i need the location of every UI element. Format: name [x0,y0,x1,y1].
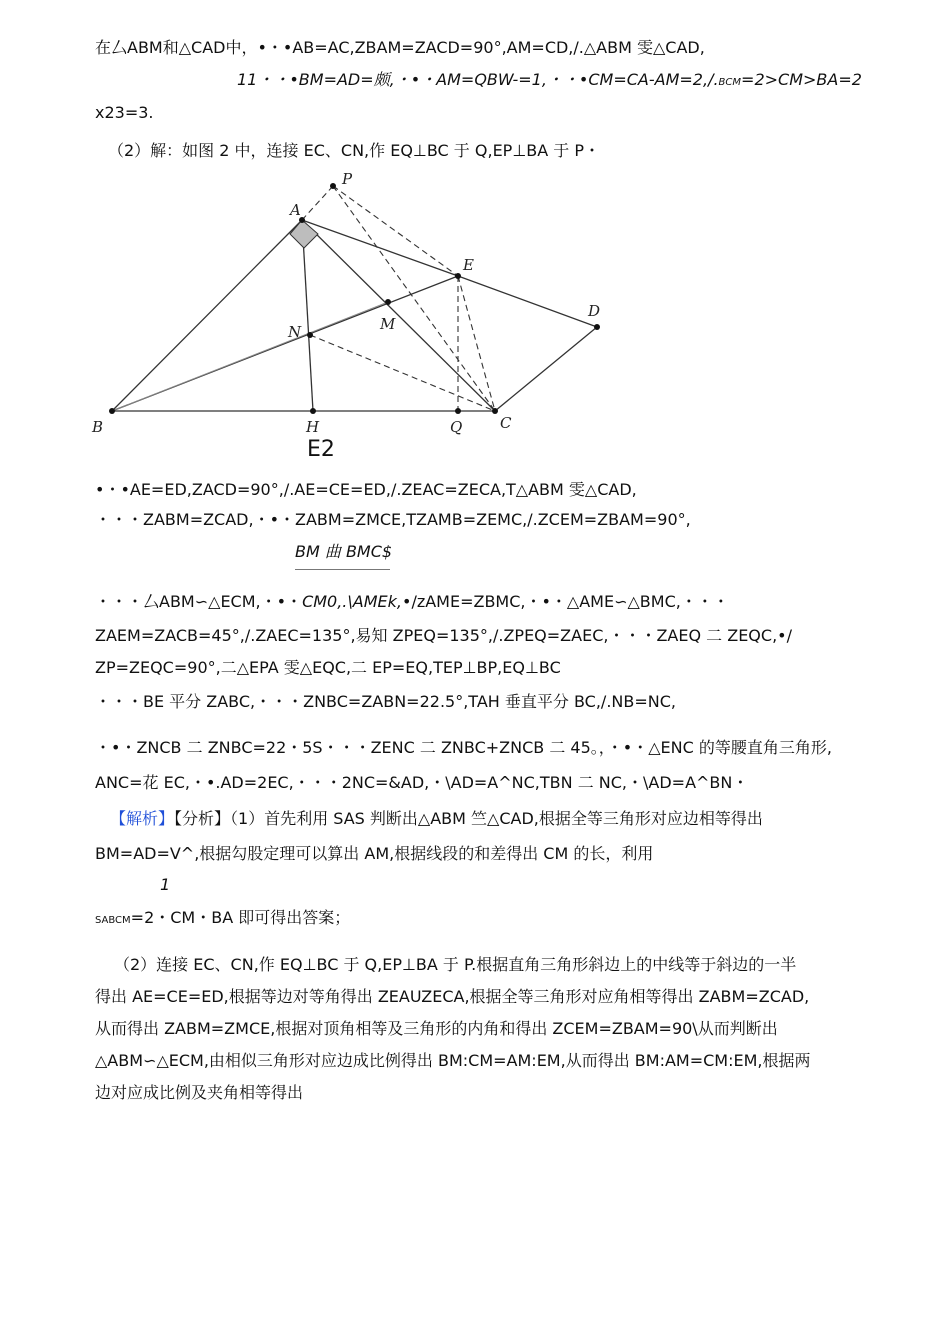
point-Q [455,408,461,414]
point-C [492,408,498,414]
label-A: A [290,201,301,219]
segment-CD [495,327,597,411]
segment-ED [458,276,597,327]
text-line-17-main: =2・CM・BA 即可得出答案； [130,908,351,927]
segment-AH [302,220,313,411]
segment-BM-thin [112,302,388,411]
text-line-4: （2）解：如图 2 中，连接 EC、CN,作 EQ⊥BC 于 Q,EP⊥BA 于 P・ [108,141,601,160]
label-C: C [500,414,512,432]
label-D: D [588,302,601,320]
text-line-2-tail: =2>CM>BA=2 [741,70,862,89]
label-M: M [380,315,396,333]
text-line-21: △ABM∽△ECM,由相似三角形对应边成比例得出 BM:CM=AM:EM,从而得出 BM:AM=CM:EM,根据两 [95,1051,811,1070]
text-line-12: ・•・ZNCB 二 ZNBC=22・5S・・・ZENC 二 ZNBC+ZNCB 二 45。，・•・△ENC 的等腰直角三角形, [95,738,832,757]
point-E [455,273,461,279]
text-line-9: ZAEM=ZACB=45°,/.ZAEC=135°,易知 ZPEQ=135°,/.ZPEQ=ZAEC,・・・ZAEQ 二 ZEQC,•/ [95,626,792,645]
point-N [307,332,313,338]
label-N: N [288,323,302,341]
text-line-10: ZP=ZEQC=90°,二△EPA 雯△EQC,二 EP=EQ,TEP⊥BP,EQ⊥BC [95,658,561,677]
segment-AE [302,220,458,276]
text-line-7: BM 曲 BMC$ [295,542,393,561]
text-line-14-main: 【分析】（1）首先利用 SAS 判断出△ABM 竺△CAD,根据全等三角形对应边相等得出 [174,809,763,828]
text-line-2-main: 11・・•BM=AD=颇,・•・AM=QBW-=1,・・•CM=CA-AM=2,/. [237,70,719,89]
point-M [385,299,391,305]
dashed-AP [302,186,333,220]
point-H [310,408,316,414]
label-P: P [342,170,353,188]
text-line-19: 得出 AE=CE=ED,根据等边对等角得出 ZEAUZECA,根据全等三角形对应角相等得出 ZABM=ZCAD, [95,987,810,1006]
text-line-16: 1 [160,875,171,894]
text-line-22: 边对应成比例及夹角相等得出 [95,1083,304,1102]
text-line-2-sub: BCM [718,77,742,88]
text-line-3: x23=3. [95,103,154,122]
point-D [594,324,600,330]
segment-AB [112,220,302,411]
fraction-bar [295,569,390,570]
dashed-EC [458,276,495,411]
label-Q: Q [450,418,463,435]
label-B: B [92,418,104,435]
text-line-17-sub: SABCM [95,915,131,926]
text-line-17 [95,908,350,931]
figure-caption: E2 [307,437,335,462]
text-line-11: ・・・BE 平分 ZABC,・・・ZNBC=ZABN=22.5°,TAH 垂直平分 BC,/.NB=NC, [95,692,676,711]
dashed-PE [333,186,458,276]
text-line-8-a: ・・・厶ABM∽△ECM,・•・ [95,592,303,611]
geometry-figure [88,165,618,435]
text-line-18: （2）连接 EC、CN,作 EQ⊥BC 于 Q,EP⊥BA 于 P.根据直角三角形斜边上的中线等于斜边的一半 [114,955,797,974]
text-line-8-b: CM0,.\AMEk, [302,592,402,611]
text-line-2 [237,70,862,93]
text-line-1: 在厶ABM和△CAD中，•・•AB=AC,ZBAM=ZACD=90°,AM=CD,/.△ABM 雯△CAD, [95,38,705,57]
text-line-14 [110,809,763,829]
text-line-8 [95,592,729,612]
text-line-15: BM=AD=V^,根据勾股定理可以算出 AM,根据线段的和差得出 CM 的长，利用 [95,844,654,863]
text-line-8-c: •/zAME=ZBMC,・•・△AME∽△BMC,・・・ [402,592,729,611]
point-P [330,183,336,189]
text-line-5: •・•AE=ED,ZACD=90°,/.AE=CE=ED,/.ZEAC=ZECA,T△ABM 雯△CAD, [95,480,637,499]
text-line-13: ANC=花 EC,・•.AD=2EC,・・・2NC=&AD,・\AD=A^NC,TBN 二 NC,・\AD=A^BN・ [95,773,749,792]
text-line-20: 从而得出 ZABM=ZMCE,根据对顶角相等及三角形的内角和得出 ZCEM=ZBAM=90\从而判断出 [95,1019,778,1038]
analysis-tag: 【解析】 [110,809,175,828]
segment-AC [302,220,495,411]
point-B [109,408,115,414]
label-E: E [463,256,474,274]
text-line-6: ・・・ZABM=ZCAD,・•・ZABM=ZMCE,TZAMB=ZEMC,/.ZCEM=ZBAM=90°, [95,510,691,529]
label-H: H [306,418,320,435]
